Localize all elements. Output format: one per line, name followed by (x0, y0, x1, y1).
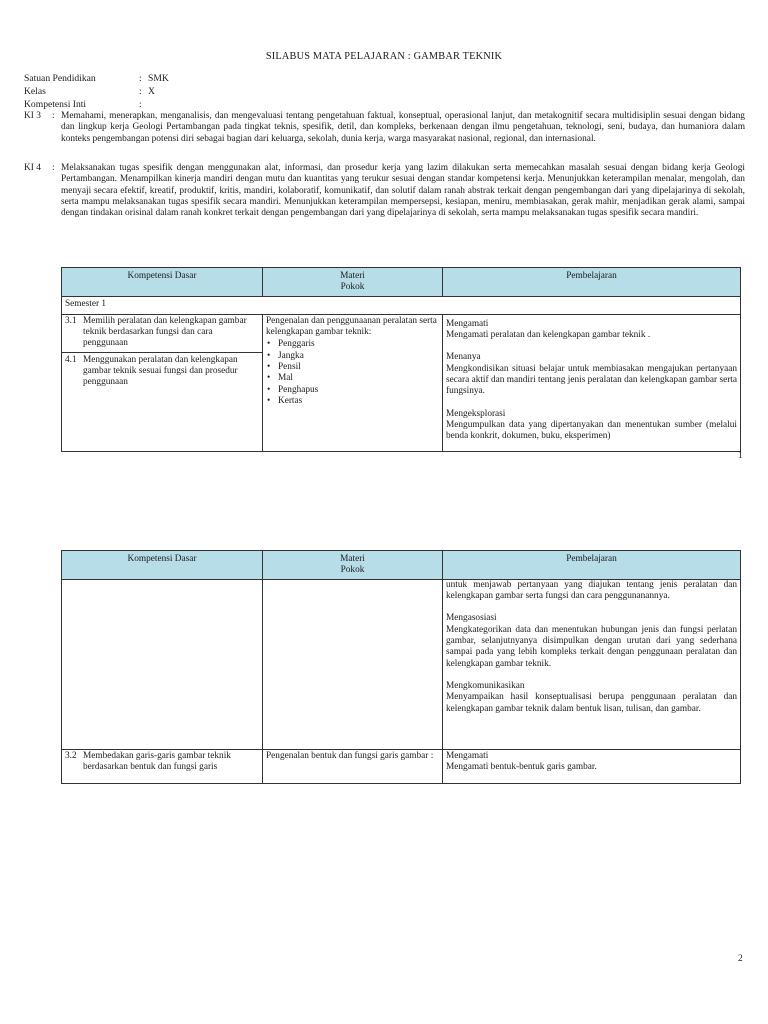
pembelajaran-heading: Mengeksplorasi (446, 408, 506, 419)
meta-colon: : (139, 99, 142, 110)
pembelajaran-text: Mengamati bentuk-bentuk garis gambar. (446, 761, 597, 772)
kd-separator (62, 352, 262, 389)
table-row (62, 314, 741, 451)
meta-value: X (148, 86, 155, 97)
list-item: • Kertas (278, 396, 439, 407)
header-pembelajaran: Pembelajaran (443, 551, 741, 580)
pembelajaran-continuation: untuk menjawab pertanyaan yang diajukan tentang jenis peralatan dan kelengkapan gambar serta fungsi dan cara penggunanannya. (446, 579, 737, 601)
materi-cell (263, 749, 443, 783)
header-materi-line-2: Pokok (340, 282, 365, 293)
syllabus-table-page-2 (61, 550, 741, 784)
kd-text: Menggunakan peralatan dan kelengkapan gambar teknik sesuai fungsi dan prosedur penggunaan (83, 354, 238, 388)
pembelajaran-text: Mengkategorikan data dan menentukan hubungan jenis dan fungsi perlatan gambar, selanjutnyanya disimpulkan dengan urutan dari yang sederhana sampai pada yang lebih kompleks terkait dengan penggunaan peralatan dan kelengkapan gambar teknik. (446, 624, 737, 669)
header-materi-line-1: Materi (340, 554, 365, 564)
ki-label: KI 3 (24, 111, 41, 121)
kd-cell (62, 749, 263, 783)
ki-4-block (24, 163, 745, 219)
pembelajaran-heading: Mengamati (446, 318, 489, 329)
meta-colon: : (139, 73, 142, 84)
kd-text: Memilih peralatan dan kelengkapan gambar teknik berdasarkan fungsi dan cara penggunaan (83, 315, 247, 349)
table-header-row (62, 551, 741, 580)
ki-colon: : (52, 111, 55, 121)
kd-item-4-1 (65, 355, 259, 389)
meta-colon: : (139, 86, 142, 97)
table-row (62, 579, 741, 749)
header-materi-line-1: Materi (340, 271, 365, 281)
table-header-row (62, 268, 741, 297)
pembelajaran-text: Menyampaikan hasil konseptualisasi berupa penggunaan peralatan dan kelengkapan gambar teknik dalam bentuk lisan, tulisan, dan gambar. (446, 692, 737, 714)
materi-list (266, 339, 439, 407)
materi-intro: Pengenalan dan penggunaanan peralatan serta kelengkapan gambar teknik: (266, 315, 437, 337)
kd-item-3-1 (65, 316, 259, 352)
materi-cell-empty (263, 579, 443, 749)
kd-text: Membedakan garis-garis gambar teknik berdasarkan bentuk dan fungsi garis (83, 750, 231, 772)
pembelajaran-cell (443, 314, 741, 451)
page-number: 2 (738, 954, 743, 964)
header-kompetensi-dasar: Kompetensi Dasar (62, 551, 263, 580)
ki-text: Melaksanakan tugas spesifik dengan menggunakan alat, informasi, dan prosedur kerja yang lazim dilakukan serta memecahkan masalah sesuai dengan bidang kerja Geologi Pertambangan. Menampilkan kinerja mandiri dengan mutu dan kuantitas yang terukur sesuai dengan standar kompetensi kerja. Menunjukkan keterampilan menalar, mengolah, dan menyaji secara efektif, kreatif, produktif, kritis, mandiri, kolaboratif, komunikatif, dan solutif dalam ranah abstrak terkait dengan pengembangan dari yang dipelajarinya di sekolah, serta mampu melaksanakan tugas spesifik secara mandiri. Menunjukkan keterampilan mempersepsi, kesiapan, meniru, membiasakan, gerak mahir, menjadikan gerak alami, sampai dengan tindakan orisinal dalam ranah konkret terkait dengan pengembangan dari yang dipelajarinya di sekolah, serta mampu melaksanakan tugas spesifik secara mandiri. (61, 163, 745, 219)
list-item: • Pensil (278, 362, 439, 373)
ki-label: KI 4 (24, 163, 41, 173)
materi-text: Pengenalan bentuk dan fungsi garis gambar : (266, 750, 434, 761)
semester-label: Semester 1 (62, 296, 741, 314)
ki-text: Memahami, menerapkan, menganalisis, dan mengevaluasi tentang pengetahuan faktual, konseptual, operasional lanjut, dan metakognitif secara multidisiplin sesuai dengan bidang dan lingkup kerja Geologi Pertambangan pada tingkat teknis, spesifik, detil, dan kompleks, berkenaan dengan ilmu pengetahuan, teknologi, seni, budaya, dan humaniora dalam konteks pengembangan potensi diri sebagai bagian dari keluarga, sekolah, dunia kerja, warga masyarakat nasional, regional, dan internasional. (61, 111, 745, 144)
pembelajaran-heading: Mengamati (446, 750, 489, 761)
materi-cell (263, 314, 443, 451)
ki-3-block (24, 111, 745, 145)
pembelajaran-heading: Menanya (446, 352, 481, 363)
kd-cell-empty (62, 579, 263, 749)
pembelajaran-cell (443, 749, 741, 783)
pembelajaran-text: Mengumpulkan data yang dipertanyakan dan menentukan sumber (melalui benda konkrit, dokumen, buku, eksperimen) (446, 419, 737, 442)
kd-cell (62, 314, 263, 451)
meta-label: Kompetensi Inti (24, 99, 87, 110)
pembelajaran-text: Mengkondisikan situasi belajar untuk membiasakan mengajukan pertanyaan secara aktif dan mandiri tentang jenis peralatan dan kelengkapan gambar serta fungsinya. (446, 363, 737, 397)
pembelajaran-heading: Mengkomunikasikan (446, 680, 525, 691)
header-materi-line-2: Pokok (340, 565, 365, 576)
list-item: • Mal (278, 373, 439, 384)
meta-value: SMK (148, 73, 169, 84)
header-materi-pokok (263, 551, 443, 580)
pembelajaran-cell (443, 579, 741, 749)
kd-number: 3.2 (65, 750, 77, 761)
list-item: • Penghapus (278, 385, 439, 396)
header-materi-pokok (263, 268, 443, 297)
header-pembelajaran: Pembelajaran (443, 268, 741, 297)
ki-colon: : (52, 163, 55, 173)
list-item: • Penggaris (278, 339, 439, 350)
table-row (62, 749, 741, 783)
meta-label: Kelas (24, 86, 46, 97)
pembelajaran-text: Mengamati peralatan dan kelengkapan gambar teknik . (446, 329, 651, 340)
list-item: • Jangka (278, 351, 439, 362)
syllabus-table-page-1 (61, 267, 741, 452)
semester-row (62, 296, 741, 314)
kd-item-3-2 (65, 751, 259, 774)
meta-label: Satuan Pendidikan (24, 73, 96, 84)
page-number: 1 (738, 451, 743, 461)
header-kompetensi-dasar: Kompetensi Dasar (62, 268, 263, 297)
pembelajaran-heading: Mengasosiasi (446, 613, 497, 624)
kd-number: 4.1 (65, 354, 77, 365)
kd-number: 3.1 (65, 315, 77, 326)
document-title: SILABUS MATA PELAJARAN : GAMBAR TEKNIK (265, 51, 503, 62)
